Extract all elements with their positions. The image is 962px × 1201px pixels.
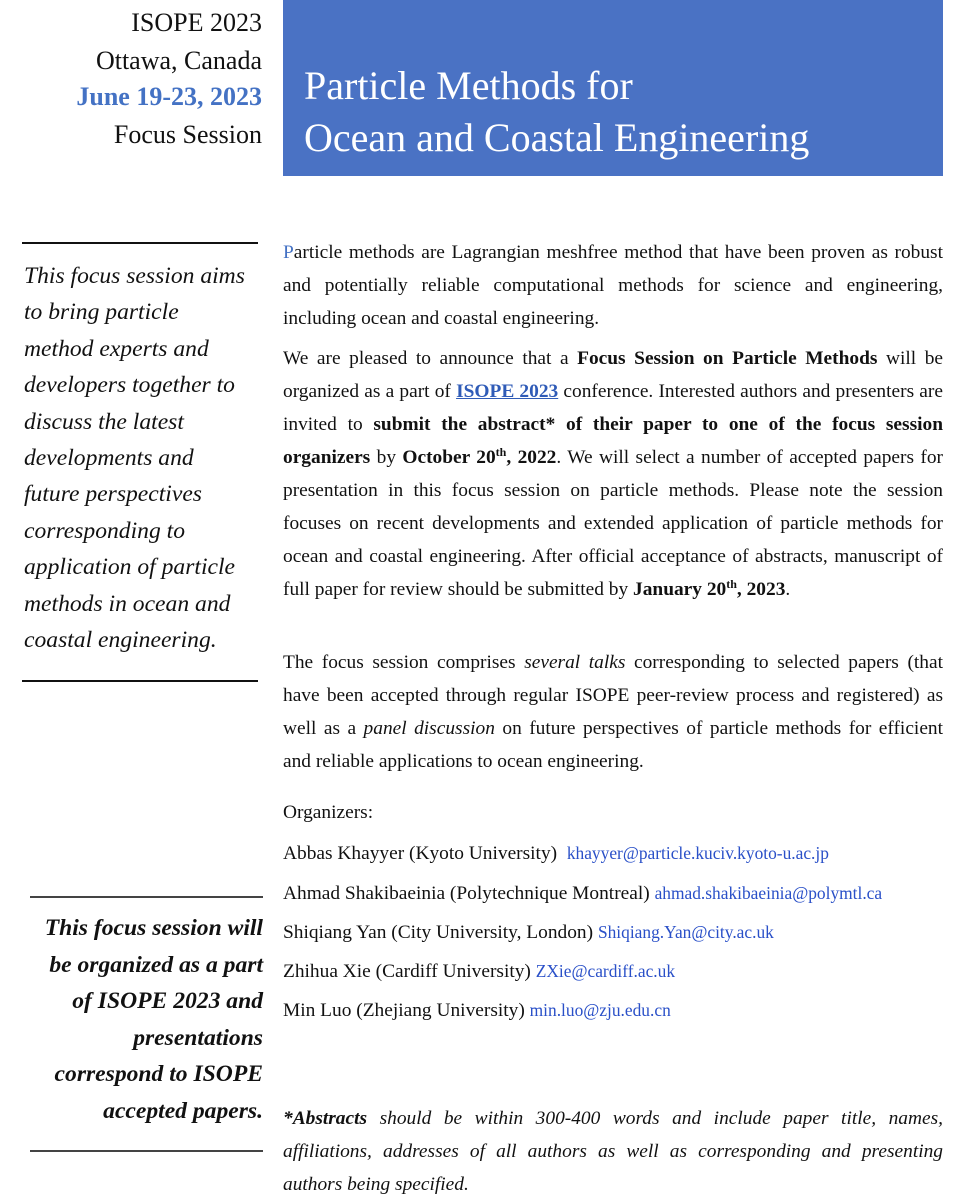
text: conference. Interested authors and presenters are invited to [283,381,943,435]
aims-line: application of particle [24,554,236,581]
organizer-email[interactable]: ZXie@cardiff.ac.uk [535,961,676,981]
organizer-name: Ahmad Shakibaeinia (Polytechnique Montreal) [283,883,650,904]
text: The focus session comprises [283,652,525,673]
drop-letter: P [283,242,294,263]
text: We are pleased to announce that a [283,348,578,369]
emphasis: several talks [524,652,626,673]
aims-line: discuss the latest [24,408,184,435]
session-name: Focus Session on Particle Methods [577,348,878,369]
organizer-name: Zhihua Xie (Cardiff University) [283,961,531,982]
conference-name: ISOPE 2023 [131,8,262,37]
organizer-row [283,995,671,1025]
title-line-1: Particle Methods for [304,63,633,108]
organizer-row [283,917,774,947]
divider [22,242,258,244]
aims-line: This focus session aims [24,263,245,289]
organizer-name: Min Luo (Zhejiang University) [283,1000,525,1021]
divider [30,1150,263,1152]
organizer-email[interactable]: khayyer@particle.kuciv.kyoto-u.ac.jp [566,843,829,863]
format-paragraph [283,646,943,778]
text: on future perspectives of particle methods for efficient and reliable applications to ocean engineering. [283,718,944,772]
text: corresponding to selected papers (that have been accepted through regular ISOPE peer-review process and registered) as well as a [283,652,943,739]
ordinal-suffix: th [726,577,737,591]
note-line: presentations [133,1024,263,1051]
organizer-name: Abbas Khayyer (Kyoto University) [283,843,558,864]
organizer-email[interactable]: ahmad.shakibaeinia@polymtl.ca [654,883,883,903]
intro-text: article methods are Lagrangian meshfree method that have been proven as robust and potentially reliable computational methods for science and engineering, including ocean and coastal engineering. [283,242,943,329]
deadline-day: October 20 [402,447,496,468]
text: will be organized as a part of [283,348,943,402]
deadline-year: , 2022 [506,447,557,468]
aims-line: methods in ocean and [24,590,231,617]
text: . We will select a number of accepted papers for presentation in this focus session on particle methods. Please note the session focuses on recent developments and extended application of particle methods for ocean and coastal engineering. After official acceptance of abstracts, manuscript of full paper for review should be submitted by [283,447,943,600]
deadline-day: January 20 [633,579,727,600]
isope-2023-link[interactable]: ISOPE 2023 [456,381,559,402]
session-type: Focus Session [113,120,262,149]
conference-location: Ottawa, Canada [95,46,262,75]
footnote-text: should be within 300-400 words and include paper title, names, affiliations, addresses of all authors as well as corresponding and presenting authors being specified. [283,1108,943,1195]
note-line: be organized as a part [49,951,263,978]
aims-line: coastal engineering. [24,626,217,653]
announcement-paragraph [283,342,943,606]
footnote-label: *Abstracts [283,1108,368,1129]
aims-line: developments and [24,444,194,471]
note-line: accepted papers. [103,1097,263,1124]
organizer-email[interactable]: min.luo@zju.edu.cn [529,1000,671,1020]
aims-line: developers together to [24,372,235,399]
abstract-deadline [402,447,556,468]
deadline-year: , 2023 [736,579,786,600]
title-banner [283,0,943,176]
emphasis: panel discussion [363,718,495,739]
submit-instruction: submit the abstract* of their paper to one of the focus session organizers [283,414,943,468]
aims-line: corresponding to [24,517,185,544]
aims-line: method experts and [24,335,209,362]
organizers-heading: Organizers: [283,802,374,823]
text: . [785,579,791,600]
ordinal-suffix: th [495,445,507,459]
text: by [370,447,403,468]
organizer-email[interactable]: Shiqiang.Yan@city.ac.uk [597,922,774,942]
aims-line: to bring particle [24,299,179,326]
note-line: of ISOPE 2023 and [72,988,263,1015]
organizer-row [283,838,829,868]
title-line-2: Ocean and Coastal Engineering [304,115,810,160]
intro-paragraph [283,236,943,335]
abstract-footnote [283,1102,943,1201]
note-line: correspond to ISOPE [54,1061,263,1088]
sidebar-note [45,910,263,1130]
aims-line: future perspectives [24,481,202,508]
paper-deadline [633,579,785,600]
conference-dates: June 19-23, 2023 [76,82,262,111]
note-line: This focus session will [44,915,263,941]
organizer-name: Shiqiang Yan (City University, London) [283,922,594,943]
organizer-row [283,878,882,908]
sidebar-aims [24,258,262,658]
divider [22,680,258,682]
organizer-row [283,956,675,986]
divider [30,896,263,898]
